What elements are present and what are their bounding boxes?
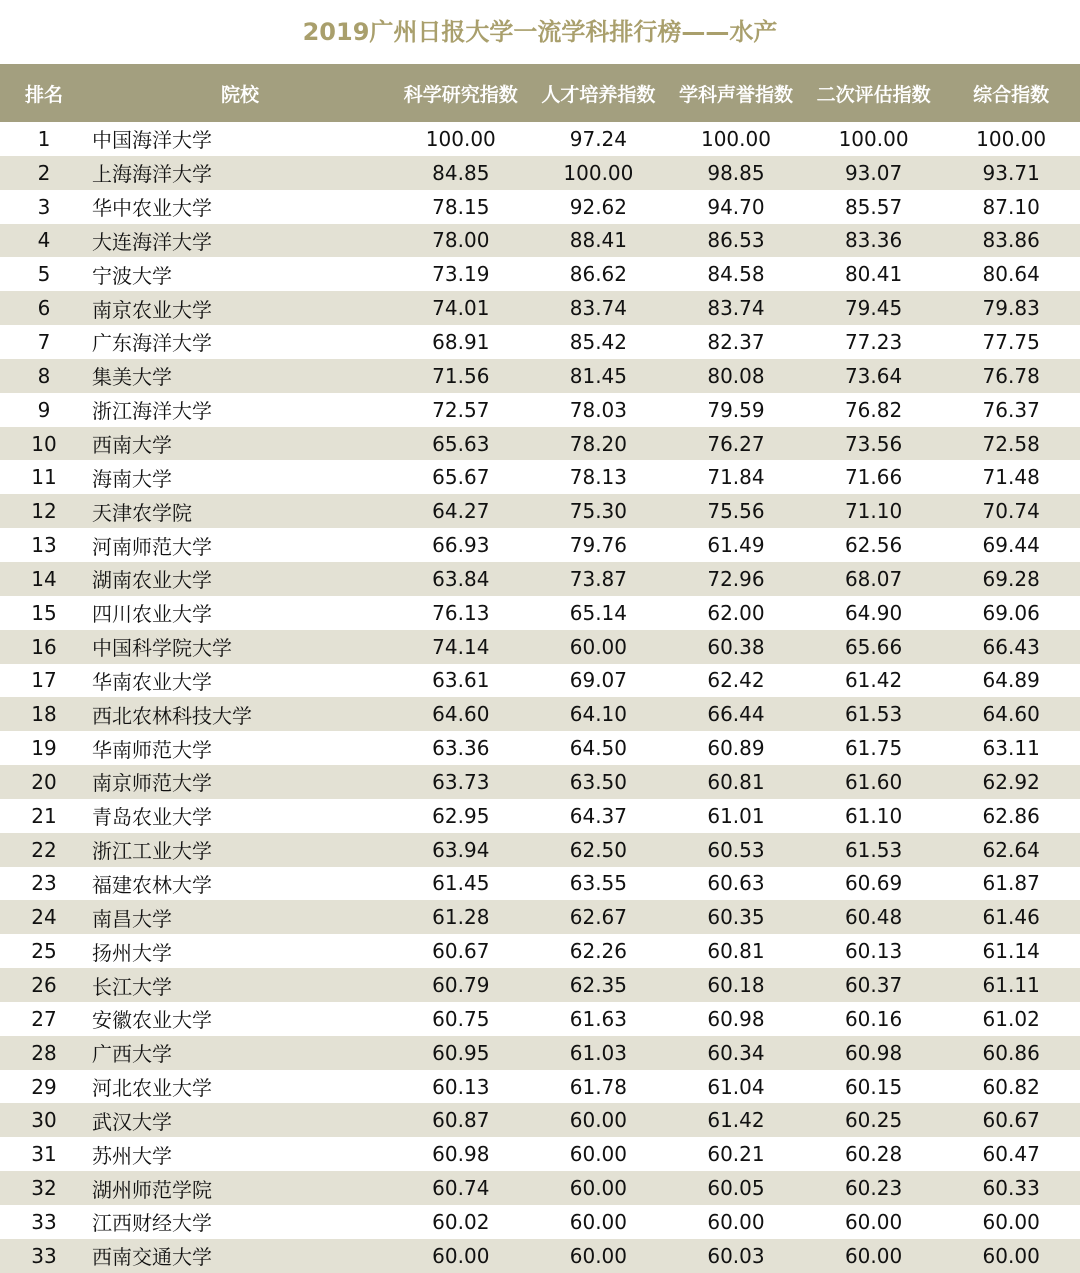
cell-talent: 60.00 (569, 1209, 628, 1234)
cell-talent: 60.00 (569, 1243, 628, 1268)
cell-overall: 62.92 (982, 769, 1040, 794)
cell-research: 60.13 (432, 1074, 490, 1099)
table-row (0, 1002, 1080, 1036)
cell-overall: 69.44 (982, 533, 1040, 558)
cell-reputation: 60.89 (707, 736, 765, 761)
cell-evaluation: 60.16 (844, 1006, 903, 1031)
cell-reputation: 94.70 (707, 194, 765, 219)
cell-school: 上海海洋大学 (92, 162, 212, 187)
cell-research: 65.67 (432, 465, 490, 490)
cell-talent: 60.00 (569, 1176, 628, 1201)
cell-reputation: 60.05 (707, 1176, 765, 1201)
cell-talent: 65.14 (569, 600, 628, 625)
cell-research: 60.67 (432, 939, 490, 964)
cell-reputation: 82.37 (707, 329, 765, 354)
cell-school: 浙江海洋大学 (92, 399, 212, 424)
cell-talent: 78.03 (569, 397, 628, 422)
cell-evaluation: 65.66 (844, 634, 903, 659)
table-row (0, 731, 1080, 765)
header-school: 院校 (220, 83, 259, 106)
cell-school: 华中农业大学 (92, 196, 212, 221)
cell-talent: 75.30 (569, 499, 628, 524)
table-body (0, 122, 1080, 1273)
cell-talent: 78.13 (569, 465, 628, 490)
table-row (0, 799, 1080, 833)
table-row (0, 359, 1080, 393)
cell-rank: 4 (37, 228, 51, 253)
table-row (0, 224, 1080, 258)
cell-research: 72.57 (432, 397, 490, 422)
table-row (0, 460, 1080, 494)
cell-research: 60.02 (432, 1209, 490, 1234)
cell-talent: 61.78 (569, 1074, 628, 1099)
table-row (0, 934, 1080, 968)
cell-research: 60.75 (432, 1006, 490, 1031)
cell-research: 63.84 (432, 566, 490, 591)
cell-school: 中国科学院大学 (92, 636, 232, 661)
cell-school: 天津农学院 (92, 500, 192, 525)
cell-school: 宁波大学 (92, 263, 172, 288)
table-row (0, 528, 1080, 562)
cell-research: 63.94 (432, 837, 490, 862)
cell-research: 63.61 (432, 668, 490, 693)
cell-overall: 60.33 (982, 1176, 1040, 1201)
cell-evaluation: 73.56 (844, 431, 903, 456)
cell-evaluation: 60.00 (844, 1209, 903, 1234)
table-row (0, 190, 1080, 224)
cell-school: 青岛农业大学 (92, 805, 212, 830)
cell-rank: 9 (37, 397, 51, 422)
cell-evaluation: 60.13 (844, 939, 903, 964)
cell-rank: 5 (37, 262, 51, 287)
cell-school: 集美大学 (92, 365, 172, 390)
header-reputation: 学科声誉指数 (678, 83, 793, 106)
cell-rank: 3 (37, 194, 51, 219)
cell-talent: 64.50 (569, 736, 628, 761)
cell-reputation: 62.00 (707, 600, 765, 625)
cell-talent: 62.26 (569, 939, 628, 964)
cell-evaluation: 61.53 (844, 837, 903, 862)
cell-evaluation: 60.00 (844, 1243, 903, 1268)
table-row (0, 1070, 1080, 1104)
cell-overall: 60.67 (982, 1108, 1040, 1133)
header-overall: 综合指数 (973, 83, 1050, 106)
table-header (0, 64, 1080, 122)
cell-reputation: 60.35 (707, 905, 765, 930)
table-row (0, 1171, 1080, 1205)
cell-reputation: 60.34 (707, 1040, 765, 1065)
cell-school: 华南农业大学 (92, 669, 212, 694)
cell-research: 62.95 (432, 803, 490, 828)
cell-talent: 86.62 (569, 262, 628, 287)
cell-research: 63.73 (432, 769, 490, 794)
cell-research: 66.93 (432, 533, 490, 558)
cell-evaluation: 61.60 (844, 769, 903, 794)
cell-rank: 14 (31, 566, 57, 591)
cell-evaluation: 60.15 (844, 1074, 903, 1099)
cell-research: 76.13 (432, 600, 490, 625)
cell-rank: 28 (31, 1040, 57, 1065)
cell-talent: 83.74 (569, 296, 628, 321)
table-row (0, 494, 1080, 528)
cell-research: 68.91 (432, 329, 490, 354)
cell-reputation: 62.42 (707, 668, 765, 693)
cell-school: 中国海洋大学 (92, 128, 212, 153)
cell-evaluation: 60.28 (844, 1142, 903, 1167)
table-row (0, 697, 1080, 731)
cell-overall: 61.02 (982, 1006, 1040, 1031)
cell-reputation: 72.96 (707, 566, 765, 591)
cell-overall: 87.10 (982, 194, 1040, 219)
cell-reputation: 61.04 (707, 1074, 765, 1099)
header-rank: 排名 (24, 83, 63, 106)
cell-overall: 60.47 (982, 1142, 1040, 1167)
cell-school: 扬州大学 (92, 940, 172, 965)
table-row (0, 1239, 1080, 1273)
header-evaluation: 二次评估指数 (816, 83, 931, 106)
cell-research: 65.63 (432, 431, 490, 456)
cell-research: 78.15 (432, 194, 490, 219)
cell-school: 广西大学 (92, 1042, 172, 1067)
cell-overall: 61.11 (982, 973, 1040, 998)
table-row (0, 596, 1080, 630)
cell-talent: 100.00 (563, 160, 634, 185)
cell-reputation: 60.00 (707, 1209, 765, 1234)
cell-rank: 19 (31, 736, 57, 761)
table-row (0, 867, 1080, 901)
cell-reputation: 83.74 (707, 296, 765, 321)
cell-reputation: 79.59 (707, 397, 765, 422)
cell-overall: 62.64 (982, 837, 1040, 862)
cell-overall: 69.28 (982, 566, 1040, 591)
cell-research: 84.85 (432, 160, 490, 185)
cell-talent: 61.03 (569, 1040, 628, 1065)
cell-reputation: 75.56 (707, 499, 765, 524)
cell-overall: 61.14 (982, 939, 1040, 964)
cell-research: 61.28 (432, 905, 490, 930)
cell-school: 浙江工业大学 (92, 839, 212, 864)
table-row (0, 156, 1080, 190)
cell-reputation: 80.08 (707, 363, 765, 388)
cell-reputation: 60.21 (707, 1142, 765, 1167)
cell-research: 64.60 (432, 702, 490, 727)
table-row (0, 1205, 1080, 1239)
cell-school: 河北农业大学 (92, 1076, 212, 1101)
cell-rank: 32 (31, 1176, 57, 1201)
cell-school: 长江大学 (92, 974, 172, 999)
cell-rank: 27 (31, 1006, 57, 1031)
table-row (0, 968, 1080, 1002)
cell-school: 南京师范大学 (92, 771, 212, 796)
table-row (0, 1137, 1080, 1171)
cell-overall: 60.86 (982, 1040, 1040, 1065)
table-row (0, 1103, 1080, 1137)
cell-school: 南京农业大学 (92, 297, 212, 322)
cell-rank: 29 (31, 1074, 57, 1099)
table-row (0, 122, 1080, 156)
cell-evaluation: 93.07 (844, 160, 903, 185)
cell-rank: 12 (31, 499, 57, 524)
cell-talent: 64.10 (569, 702, 628, 727)
cell-evaluation: 60.25 (844, 1108, 903, 1133)
cell-evaluation: 80.41 (844, 262, 903, 287)
cell-research: 100.00 (425, 126, 496, 151)
cell-reputation: 60.81 (707, 939, 765, 964)
cell-research: 60.87 (432, 1108, 490, 1133)
cell-reputation: 61.49 (707, 533, 765, 558)
cell-school: 广东海洋大学 (92, 331, 212, 356)
cell-school: 苏州大学 (92, 1143, 172, 1168)
cell-talent: 60.00 (569, 1108, 628, 1133)
cell-reputation: 98.85 (707, 160, 765, 185)
cell-reputation: 66.44 (707, 702, 765, 727)
cell-talent: 81.45 (569, 363, 628, 388)
cell-talent: 69.07 (569, 668, 628, 693)
cell-overall: 83.86 (982, 228, 1040, 253)
cell-rank: 15 (31, 600, 57, 625)
cell-reputation: 60.81 (707, 769, 765, 794)
cell-overall: 100.00 (976, 126, 1047, 151)
cell-school: 西南大学 (92, 433, 172, 458)
cell-school: 江西财经大学 (92, 1211, 212, 1236)
cell-rank: 33 (31, 1209, 57, 1234)
cell-reputation: 61.01 (707, 803, 765, 828)
cell-evaluation: 60.48 (844, 905, 903, 930)
cell-talent: 92.62 (569, 194, 628, 219)
table-row (0, 562, 1080, 596)
cell-overall: 61.87 (982, 871, 1040, 896)
cell-overall: 64.60 (982, 702, 1040, 727)
cell-school: 西南交通大学 (92, 1245, 212, 1270)
cell-rank: 18 (31, 702, 57, 727)
cell-overall: 60.00 (982, 1209, 1040, 1234)
cell-talent: 73.87 (569, 566, 628, 591)
cell-overall: 93.71 (982, 160, 1040, 185)
cell-evaluation: 71.10 (844, 499, 903, 524)
cell-rank: 24 (31, 905, 57, 930)
cell-rank: 25 (31, 939, 57, 964)
cell-talent: 85.42 (569, 329, 628, 354)
cell-overall: 60.00 (982, 1243, 1040, 1268)
cell-evaluation: 61.10 (844, 803, 903, 828)
cell-talent: 63.50 (569, 769, 628, 794)
cell-evaluation: 68.07 (844, 566, 903, 591)
table-row (0, 257, 1080, 291)
cell-overall: 79.83 (982, 296, 1040, 321)
cell-rank: 31 (31, 1142, 57, 1167)
cell-evaluation: 61.42 (844, 668, 903, 693)
cell-rank: 17 (31, 668, 57, 693)
cell-talent: 97.24 (569, 126, 628, 151)
cell-evaluation: 60.23 (844, 1176, 903, 1201)
cell-overall: 80.64 (982, 262, 1040, 287)
cell-school: 福建农林大学 (92, 872, 212, 897)
cell-talent: 88.41 (569, 228, 628, 253)
cell-talent: 60.00 (569, 1142, 628, 1167)
cell-evaluation: 61.53 (844, 702, 903, 727)
cell-overall: 76.78 (982, 363, 1040, 388)
cell-rank: 33 (31, 1243, 57, 1268)
cell-overall: 70.74 (982, 499, 1040, 524)
cell-reputation: 86.53 (707, 228, 765, 253)
cell-talent: 78.20 (569, 431, 628, 456)
cell-school: 南昌大学 (92, 906, 172, 931)
cell-reputation: 60.98 (707, 1006, 765, 1031)
cell-overall: 76.37 (982, 397, 1040, 422)
cell-reputation: 60.53 (707, 837, 765, 862)
cell-reputation: 60.63 (707, 871, 765, 896)
cell-reputation: 61.42 (707, 1108, 765, 1133)
page-title: 2019广州日报大学一流学科排行榜——水产 (0, 0, 1080, 64)
cell-evaluation: 60.69 (844, 871, 903, 896)
cell-reputation: 84.58 (707, 262, 765, 287)
cell-school: 四川农业大学 (92, 602, 212, 627)
cell-research: 64.27 (432, 499, 490, 524)
table-row (0, 664, 1080, 698)
cell-evaluation: 83.36 (844, 228, 903, 253)
cell-research: 60.95 (432, 1040, 490, 1065)
cell-overall: 62.86 (982, 803, 1040, 828)
cell-evaluation: 60.37 (844, 973, 903, 998)
cell-rank: 23 (31, 871, 57, 896)
cell-rank: 6 (37, 296, 51, 321)
cell-talent: 64.37 (569, 803, 628, 828)
cell-research: 60.79 (432, 973, 490, 998)
cell-overall: 77.75 (982, 329, 1040, 354)
cell-school: 华南师范大学 (92, 737, 212, 762)
cell-talent: 61.63 (569, 1006, 628, 1031)
table-row (0, 833, 1080, 867)
header-talent: 人才培养指数 (541, 83, 656, 106)
table-row (0, 630, 1080, 664)
cell-research: 74.14 (432, 634, 490, 659)
cell-school: 河南师范大学 (92, 534, 212, 559)
cell-overall: 71.48 (982, 465, 1040, 490)
header-research: 科学研究指数 (403, 83, 518, 106)
table-row (0, 1036, 1080, 1070)
cell-evaluation: 79.45 (844, 296, 903, 321)
cell-overall: 64.89 (982, 668, 1040, 693)
cell-evaluation: 60.98 (844, 1040, 903, 1065)
cell-evaluation: 61.75 (844, 736, 903, 761)
cell-reputation: 100.00 (700, 126, 771, 151)
cell-research: 61.45 (432, 871, 490, 896)
table-row (0, 427, 1080, 461)
cell-evaluation: 85.57 (844, 194, 903, 219)
cell-rank: 26 (31, 973, 57, 998)
cell-talent: 62.35 (569, 973, 628, 998)
table-row (0, 291, 1080, 325)
cell-reputation: 60.38 (707, 634, 765, 659)
table-row (0, 325, 1080, 359)
cell-research: 60.00 (432, 1243, 490, 1268)
cell-evaluation: 77.23 (844, 329, 903, 354)
table-row (0, 393, 1080, 427)
cell-overall: 61.46 (982, 905, 1040, 930)
cell-rank: 10 (31, 431, 57, 456)
cell-evaluation: 73.64 (844, 363, 903, 388)
cell-overall: 72.58 (982, 431, 1040, 456)
table-row (0, 900, 1080, 934)
cell-talent: 62.67 (569, 905, 628, 930)
cell-evaluation: 62.56 (844, 533, 903, 558)
cell-research: 63.36 (432, 736, 490, 761)
cell-rank: 20 (31, 769, 57, 794)
cell-school: 武汉大学 (92, 1109, 172, 1134)
cell-rank: 16 (31, 634, 57, 659)
cell-rank: 13 (31, 533, 57, 558)
cell-talent: 62.50 (569, 837, 628, 862)
cell-school: 西北农林科技大学 (92, 703, 252, 728)
cell-reputation: 60.03 (707, 1243, 765, 1268)
cell-rank: 1 (37, 126, 51, 151)
cell-rank: 2 (37, 160, 51, 185)
cell-overall: 69.06 (982, 600, 1040, 625)
cell-talent: 63.55 (569, 871, 628, 896)
cell-evaluation: 71.66 (844, 465, 903, 490)
cell-talent: 79.76 (569, 533, 628, 558)
cell-rank: 30 (31, 1108, 57, 1133)
cell-research: 60.74 (432, 1176, 490, 1201)
cell-talent: 60.00 (569, 634, 628, 659)
cell-overall: 66.43 (982, 634, 1040, 659)
cell-research: 60.98 (432, 1142, 490, 1167)
cell-school: 湖州师范学院 (92, 1177, 212, 1202)
cell-school: 大连海洋大学 (92, 229, 212, 254)
cell-evaluation: 76.82 (844, 397, 903, 422)
cell-rank: 21 (31, 803, 57, 828)
cell-research: 74.01 (432, 296, 490, 321)
cell-school: 湖南农业大学 (92, 568, 212, 593)
cell-rank: 8 (37, 363, 51, 388)
cell-reputation: 60.18 (707, 973, 765, 998)
cell-rank: 22 (31, 837, 57, 862)
cell-school: 海南大学 (92, 466, 172, 491)
cell-reputation: 76.27 (707, 431, 765, 456)
cell-rank: 11 (31, 465, 57, 490)
cell-research: 73.19 (432, 262, 490, 287)
cell-research: 78.00 (432, 228, 490, 253)
cell-overall: 60.82 (982, 1074, 1040, 1099)
cell-overall: 63.11 (982, 736, 1040, 761)
table-row (0, 765, 1080, 799)
cell-evaluation: 100.00 (838, 126, 909, 151)
cell-rank: 7 (37, 329, 51, 354)
cell-evaluation: 64.90 (844, 600, 903, 625)
cell-research: 71.56 (432, 363, 490, 388)
cell-school: 安徽农业大学 (92, 1008, 212, 1033)
cell-reputation: 71.84 (707, 465, 765, 490)
